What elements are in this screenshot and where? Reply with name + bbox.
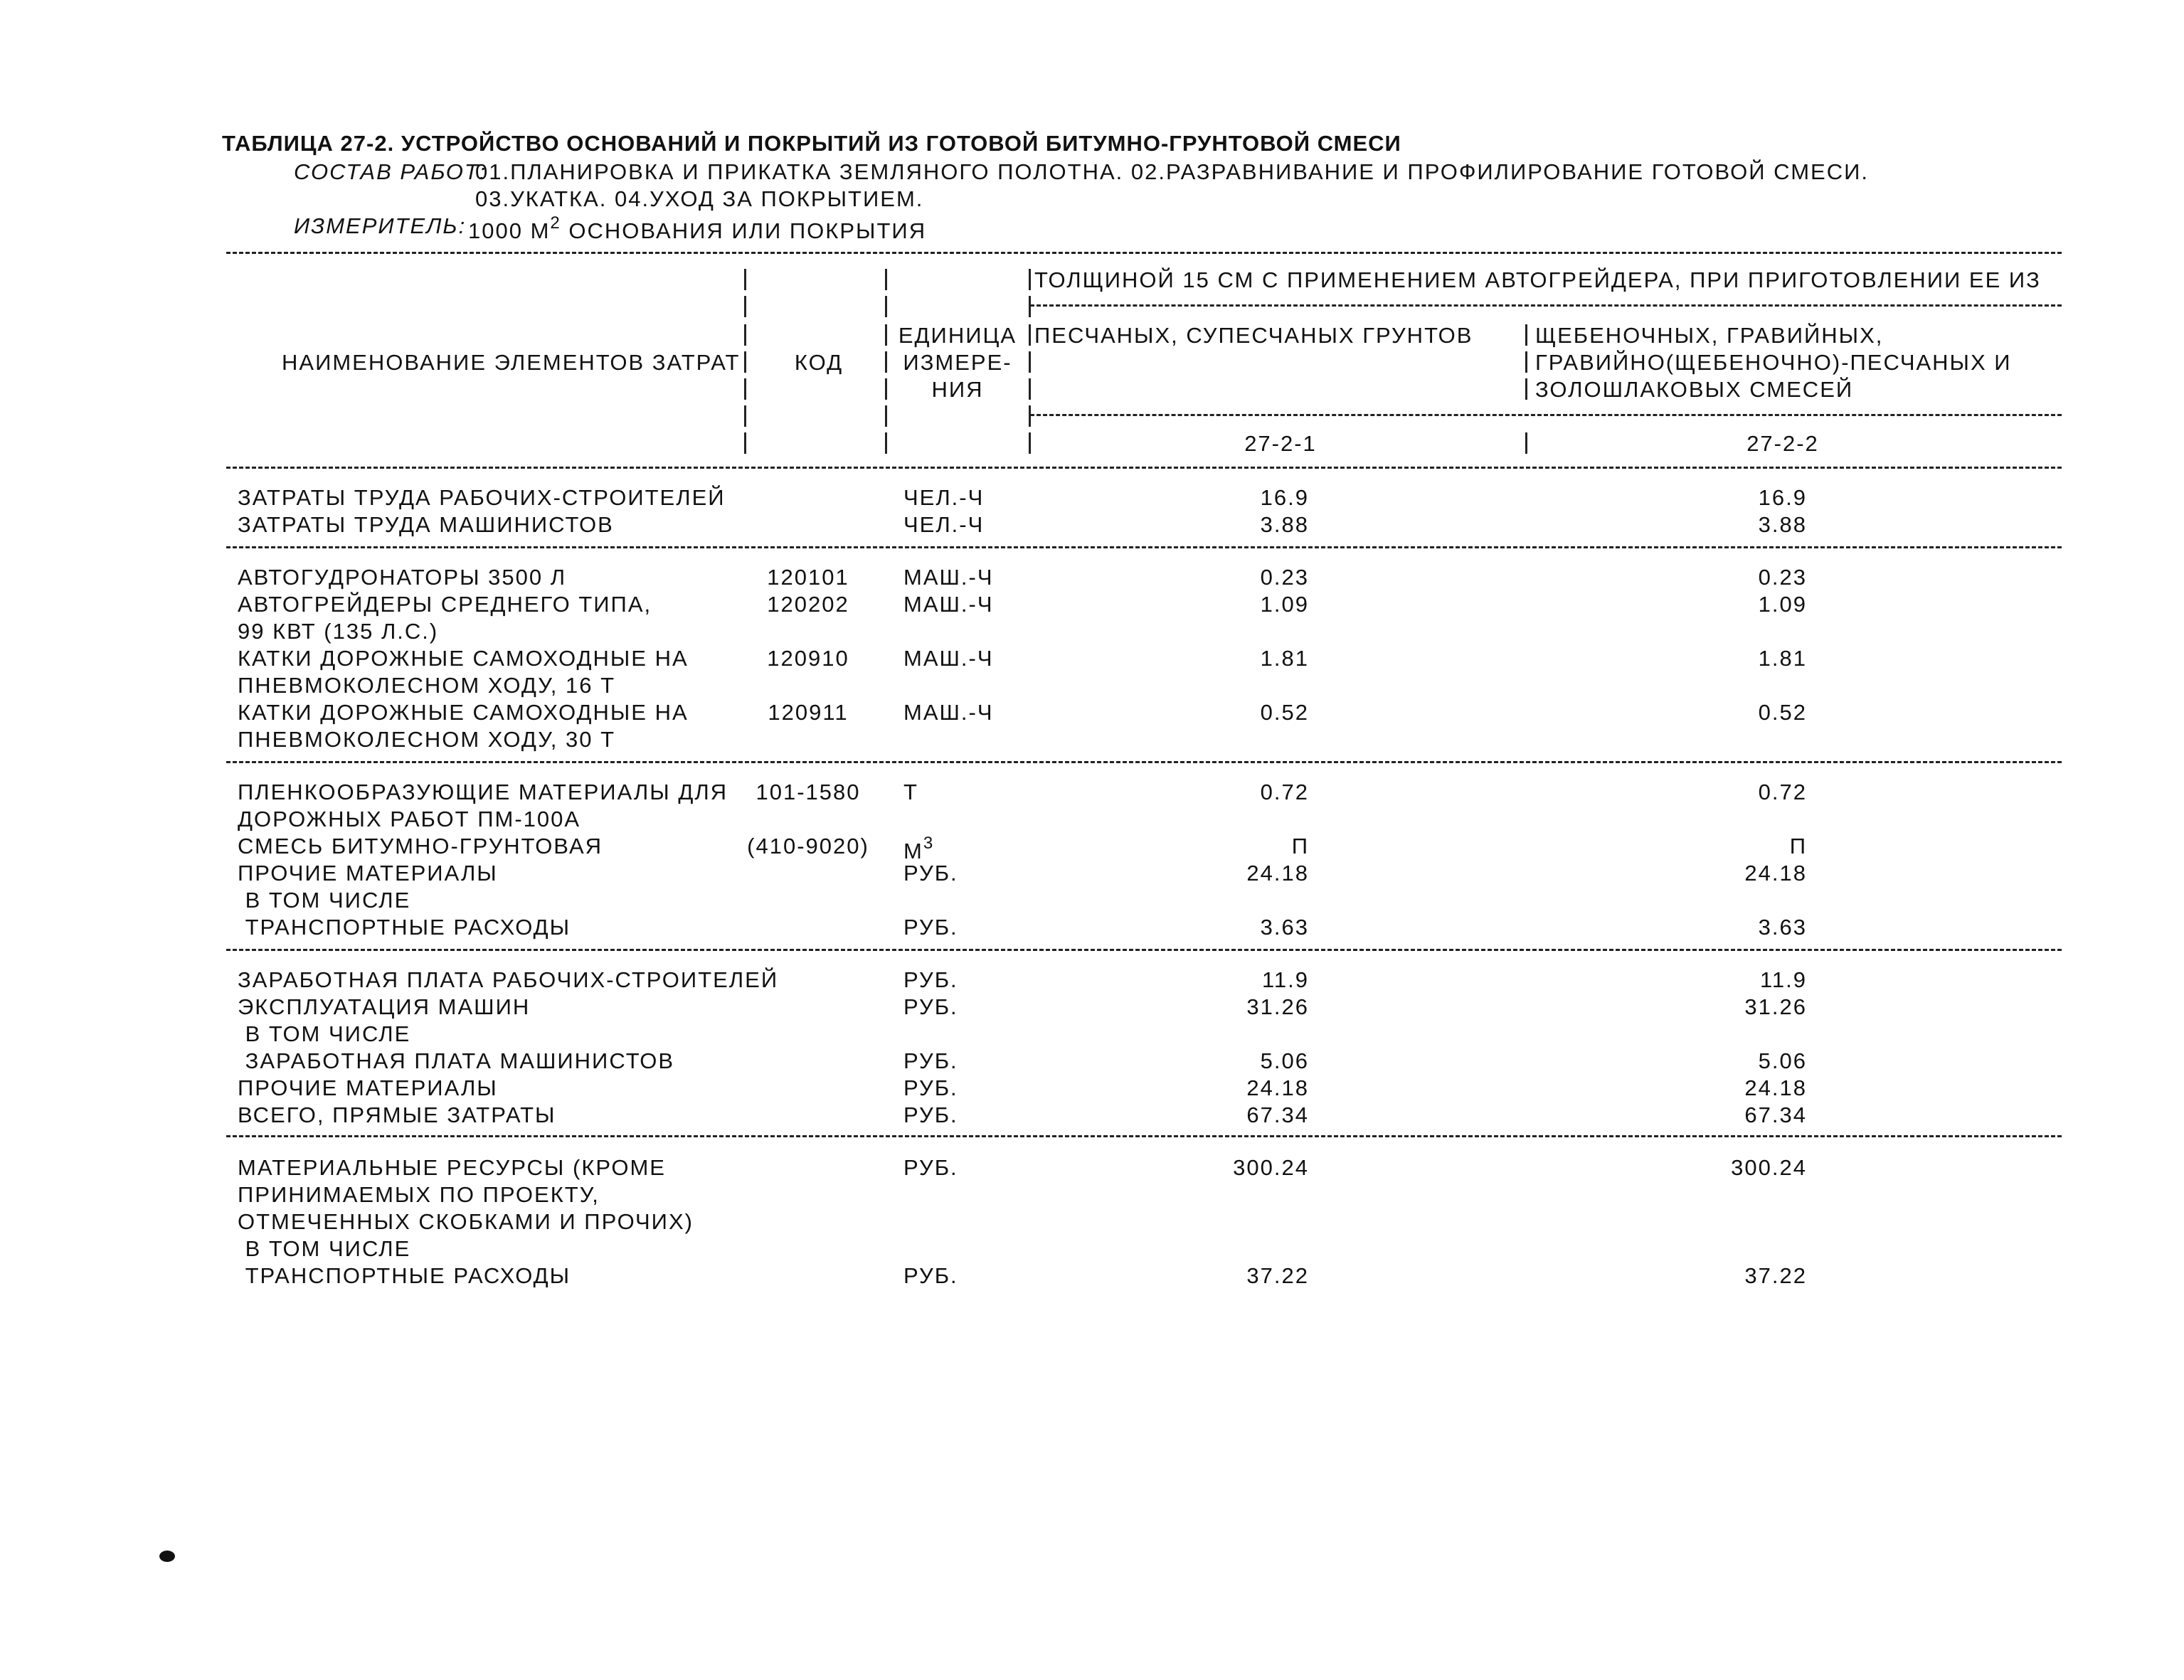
column-separator — [744, 269, 746, 290]
row-name: ПНЕВМОКОЛЕСНОМ ХОДУ, 16 Т — [238, 673, 616, 698]
row-value-27-2-1: 0.23 — [1260, 565, 1309, 590]
row-value-27-2-1: 67.34 — [1246, 1102, 1309, 1127]
row-unit: МАШ.-Ч — [903, 646, 994, 671]
row-unit — [903, 835, 934, 862]
row-unit: РУБ. — [903, 1075, 958, 1100]
row-name: ЗАТРАТЫ ТРУДА МАШИНИСТОВ — [238, 512, 614, 537]
row-name: ЭКСПЛУАТАЦИЯ МАШИН — [238, 994, 531, 1019]
row-value-27-2-1: 1.09 — [1260, 592, 1309, 617]
row-name: ПРОЧИЕ МАТЕРИАЛЫ — [238, 1075, 498, 1100]
row-value-27-2-2: 16.9 — [1758, 485, 1807, 510]
table-title: ТАБЛИЦА 27-2. УСТРОЙСТВО ОСНОВАНИЙ И ПОКРЫТИЙ ИЗ ГОТОВОЙ БИТУМНО-ГРУНТОВОЙ СМЕСИ — [222, 131, 1401, 156]
row-name: В ТОМ ЧИСЛЕ — [238, 1021, 411, 1046]
row-name: В ТОМ ЧИСЛЕ — [238, 888, 411, 913]
row-value-27-2-2: 37.22 — [1744, 1263, 1807, 1288]
column-separator — [744, 432, 746, 454]
header-code: КОД — [794, 350, 844, 375]
column-separator — [885, 296, 887, 317]
row-name: ОТМЕЧЕННЫХ СКОБКАМИ И ПРОЧИХ) — [238, 1209, 694, 1234]
rule-section-3 — [226, 949, 2062, 951]
row-value-27-2-1: П — [1291, 834, 1309, 858]
row-name: СМЕСЬ БИТУМНО-ГРУНТОВАЯ — [238, 834, 603, 858]
row-name: 99 КВТ (135 Л.С.) — [238, 619, 439, 644]
column-separator — [1525, 351, 1527, 373]
column-separator — [744, 378, 746, 400]
row-value-27-2-1: 3.88 — [1260, 512, 1309, 537]
row-value-27-2-2: 0.52 — [1758, 700, 1807, 725]
row-value-27-2-2: 5.06 — [1758, 1048, 1807, 1073]
header-name: НАИМЕНОВАНИЕ ЭЛЕМЕНТОВ ЗАТРАТ — [282, 350, 741, 375]
page-bullet-mark — [159, 1551, 175, 1562]
column-separator — [1029, 405, 1031, 427]
row-name: ЗАТРАТЫ ТРУДА РАБОЧИХ-СТРОИТЕЛЕЙ — [238, 485, 726, 510]
column-separator — [1029, 269, 1031, 290]
header-unit-l1: ЕДИНИЦА — [898, 323, 1017, 348]
row-value-27-2-2: 11.9 — [1759, 967, 1807, 992]
row-name: ТРАНСПОРТНЫЕ РАСХОДЫ — [238, 1263, 571, 1288]
row-unit: ЧЕЛ.-Ч — [903, 512, 985, 537]
header-unit-l2: ИЗМЕРЕ- — [903, 350, 1012, 375]
sostav-line-1: 01.ПЛАНИРОВКА И ПРИКАТКА ЗЕМЛЯНОГО ПОЛОТНА. 02.РАЗРАВНИВАНИЕ И ПРОФИЛИРОВАНИЕ ГОТОВОЙ СМЕСИ. — [475, 159, 1869, 184]
row-code: 101-1580 — [756, 780, 861, 804]
row-unit: МАШ.-Ч — [903, 700, 994, 725]
row-unit: ЧЕЛ.-Ч — [903, 485, 985, 510]
measure-value: 1000 $М^2$ ОСНОВАНИЯ ИЛИ ПОКРЫТИЯ — [468, 213, 927, 243]
header-sub1: ПЕСЧАНЫХ, СУПЕСЧАНЫХ ГРУНТОВ — [1034, 323, 1473, 348]
column-separator — [744, 324, 746, 346]
sostav-line-2: 03.УКАТКА. 04.УХОД ЗА ПОКРЫТИЕМ. — [475, 186, 924, 211]
row-unit: РУБ. — [903, 1102, 958, 1127]
row-value-27-2-2: 31.26 — [1744, 994, 1807, 1019]
row-name: В ТОМ ЧИСЛЕ — [238, 1236, 411, 1261]
rule-section-4 — [226, 1135, 2062, 1137]
row-name: ПНЕВМОКОЛЕСНОМ ХОДУ, 30 Т — [238, 727, 616, 752]
row-value-27-2-2: 24.18 — [1744, 861, 1807, 886]
row-name: АВТОГРЕЙДЕРЫ СРЕДНЕГО ТИПА, — [238, 592, 652, 617]
column-separator — [885, 269, 887, 290]
column-separator — [1029, 351, 1031, 373]
row-value-27-2-1: 11.9 — [1261, 967, 1309, 992]
measure-label: ИЗМЕРИТЕЛЬ: — [294, 213, 467, 238]
row-value-27-2-2: 3.63 — [1758, 915, 1807, 940]
header-sub2-l1: ЩЕБЕНОЧНЫХ, ГРАВИЙНЫХ, — [1535, 323, 1884, 348]
rule-section-1 — [226, 546, 2062, 548]
row-unit: РУБ. — [903, 915, 958, 940]
row-value-27-2-1: 1.81 — [1260, 646, 1309, 671]
column-separator — [1029, 378, 1031, 400]
row-unit: Т — [903, 780, 918, 804]
row-name: МАТЕРИАЛЬНЫЕ РЕСУРСЫ (КРОМЕ — [238, 1155, 666, 1180]
column-separator — [1029, 296, 1031, 317]
column-separator — [885, 405, 887, 427]
rule-codes — [1030, 414, 2062, 416]
row-code: 120202 — [767, 592, 849, 617]
row-value-27-2-2: 300.24 — [1731, 1155, 1807, 1180]
column-separator — [744, 405, 746, 427]
header-code-27-2-2: 27-2-2 — [1746, 431, 1819, 456]
row-value-27-2-1: 3.63 — [1260, 915, 1309, 940]
header-code-27-2-1: 27-2-1 — [1244, 431, 1317, 456]
row-unit: РУБ. — [903, 994, 958, 1019]
row-name: ПРИНИМАЕМЫХ ПО ПРОЕКТУ, — [238, 1182, 600, 1207]
rule-section-2 — [226, 761, 2062, 763]
header-unit-l3: НИЯ — [931, 377, 984, 402]
row-value-27-2-1: 24.18 — [1246, 1075, 1309, 1100]
header-group: ТОЛЩИНОЙ 15 СМ С ПРИМЕНЕНИЕМ АВТОГРЕЙДЕРА, ПРИ ПРИГОТОВЛЕНИИ ЕЕ ИЗ — [1034, 267, 2041, 292]
row-value-27-2-1: 300.24 — [1233, 1155, 1309, 1180]
row-name: ТРАНСПОРТНЫЕ РАСХОДЫ — [238, 915, 571, 940]
column-separator — [885, 432, 887, 454]
row-unit-sup: 3 — [923, 834, 935, 853]
header-sub2-l3: ЗОЛОШЛАКОВЫХ СМЕСЕЙ — [1535, 377, 1854, 402]
column-separator — [1525, 432, 1527, 454]
row-value-27-2-1: 37.22 — [1246, 1263, 1309, 1288]
row-name: АВТОГУДРОНАТОРЫ 3500 Л — [238, 565, 567, 590]
row-name: ЗАРАБОТНАЯ ПЛАТА МАШИНИСТОВ — [238, 1048, 675, 1073]
row-unit: РУБ. — [903, 861, 958, 886]
row-value-27-2-1: 16.9 — [1260, 485, 1309, 510]
column-separator — [1029, 324, 1031, 346]
row-value-27-2-2: П — [1789, 834, 1807, 858]
rule-top — [226, 252, 2062, 254]
row-unit: РУБ. — [903, 1263, 958, 1288]
row-unit: РУБ. — [903, 967, 958, 992]
row-name: КАТКИ ДОРОЖНЫЕ САМОХОДНЫЕ НА — [238, 646, 689, 671]
rule-header-bottom — [226, 467, 2062, 469]
row-name: ВСЕГО, ПРЯМЫЕ ЗАТРАТЫ — [238, 1102, 556, 1127]
row-value-27-2-2: 0.23 — [1758, 565, 1807, 590]
row-name: ДОРОЖНЫХ РАБОТ ПМ-100А — [238, 807, 581, 831]
row-name: ПРОЧИЕ МАТЕРИАЛЫ — [238, 861, 498, 886]
row-unit: РУБ. — [903, 1155, 958, 1180]
row-value-27-2-1: 0.72 — [1260, 780, 1309, 804]
row-unit: РУБ. — [903, 1048, 958, 1073]
row-name: ЗАРАБОТНАЯ ПЛАТА РАБОЧИХ-СТРОИТЕЛЕЙ — [238, 967, 779, 992]
row-unit: МАШ.-Ч — [903, 592, 994, 617]
row-value-27-2-1: 24.18 — [1246, 861, 1309, 886]
sostav-label: СОСТАВ РАБОТ: — [294, 159, 487, 184]
column-separator — [744, 296, 746, 317]
row-value-27-2-2: 0.72 — [1758, 780, 1807, 804]
row-code: (410-9020) — [747, 834, 869, 858]
row-name: ПЛЕНКООБРАЗУЮЩИЕ МАТЕРИАЛЫ ДЛЯ — [238, 780, 728, 804]
row-code: 120910 — [767, 646, 849, 671]
row-value-27-2-1: 5.06 — [1260, 1048, 1309, 1073]
row-value-27-2-1: 0.52 — [1260, 700, 1309, 725]
row-value-27-2-2: 3.88 — [1758, 512, 1807, 537]
column-separator — [1029, 432, 1031, 454]
rule-group — [1030, 304, 2062, 307]
column-separator — [744, 351, 746, 373]
row-value-27-2-2: 1.09 — [1758, 592, 1807, 617]
row-name: КАТКИ ДОРОЖНЫЕ САМОХОДНЫЕ НА — [238, 700, 689, 725]
row-value-27-2-2: 67.34 — [1744, 1102, 1807, 1127]
row-value-27-2-2: 1.81 — [1758, 646, 1807, 671]
row-value-27-2-2: 24.18 — [1744, 1075, 1807, 1100]
column-separator — [1525, 324, 1527, 346]
header-sub2-l2: ГРАВИЙНО(ЩЕБЕНОЧНО)-ПЕСЧАНЫХ И — [1535, 350, 2012, 375]
row-code: 120911 — [768, 700, 849, 725]
row-value-27-2-1: 31.26 — [1246, 994, 1309, 1019]
row-unit-base: М — [903, 839, 923, 863]
row-unit: МАШ.-Ч — [903, 565, 994, 590]
column-separator — [1525, 378, 1527, 400]
row-code: 120101 — [767, 565, 849, 590]
